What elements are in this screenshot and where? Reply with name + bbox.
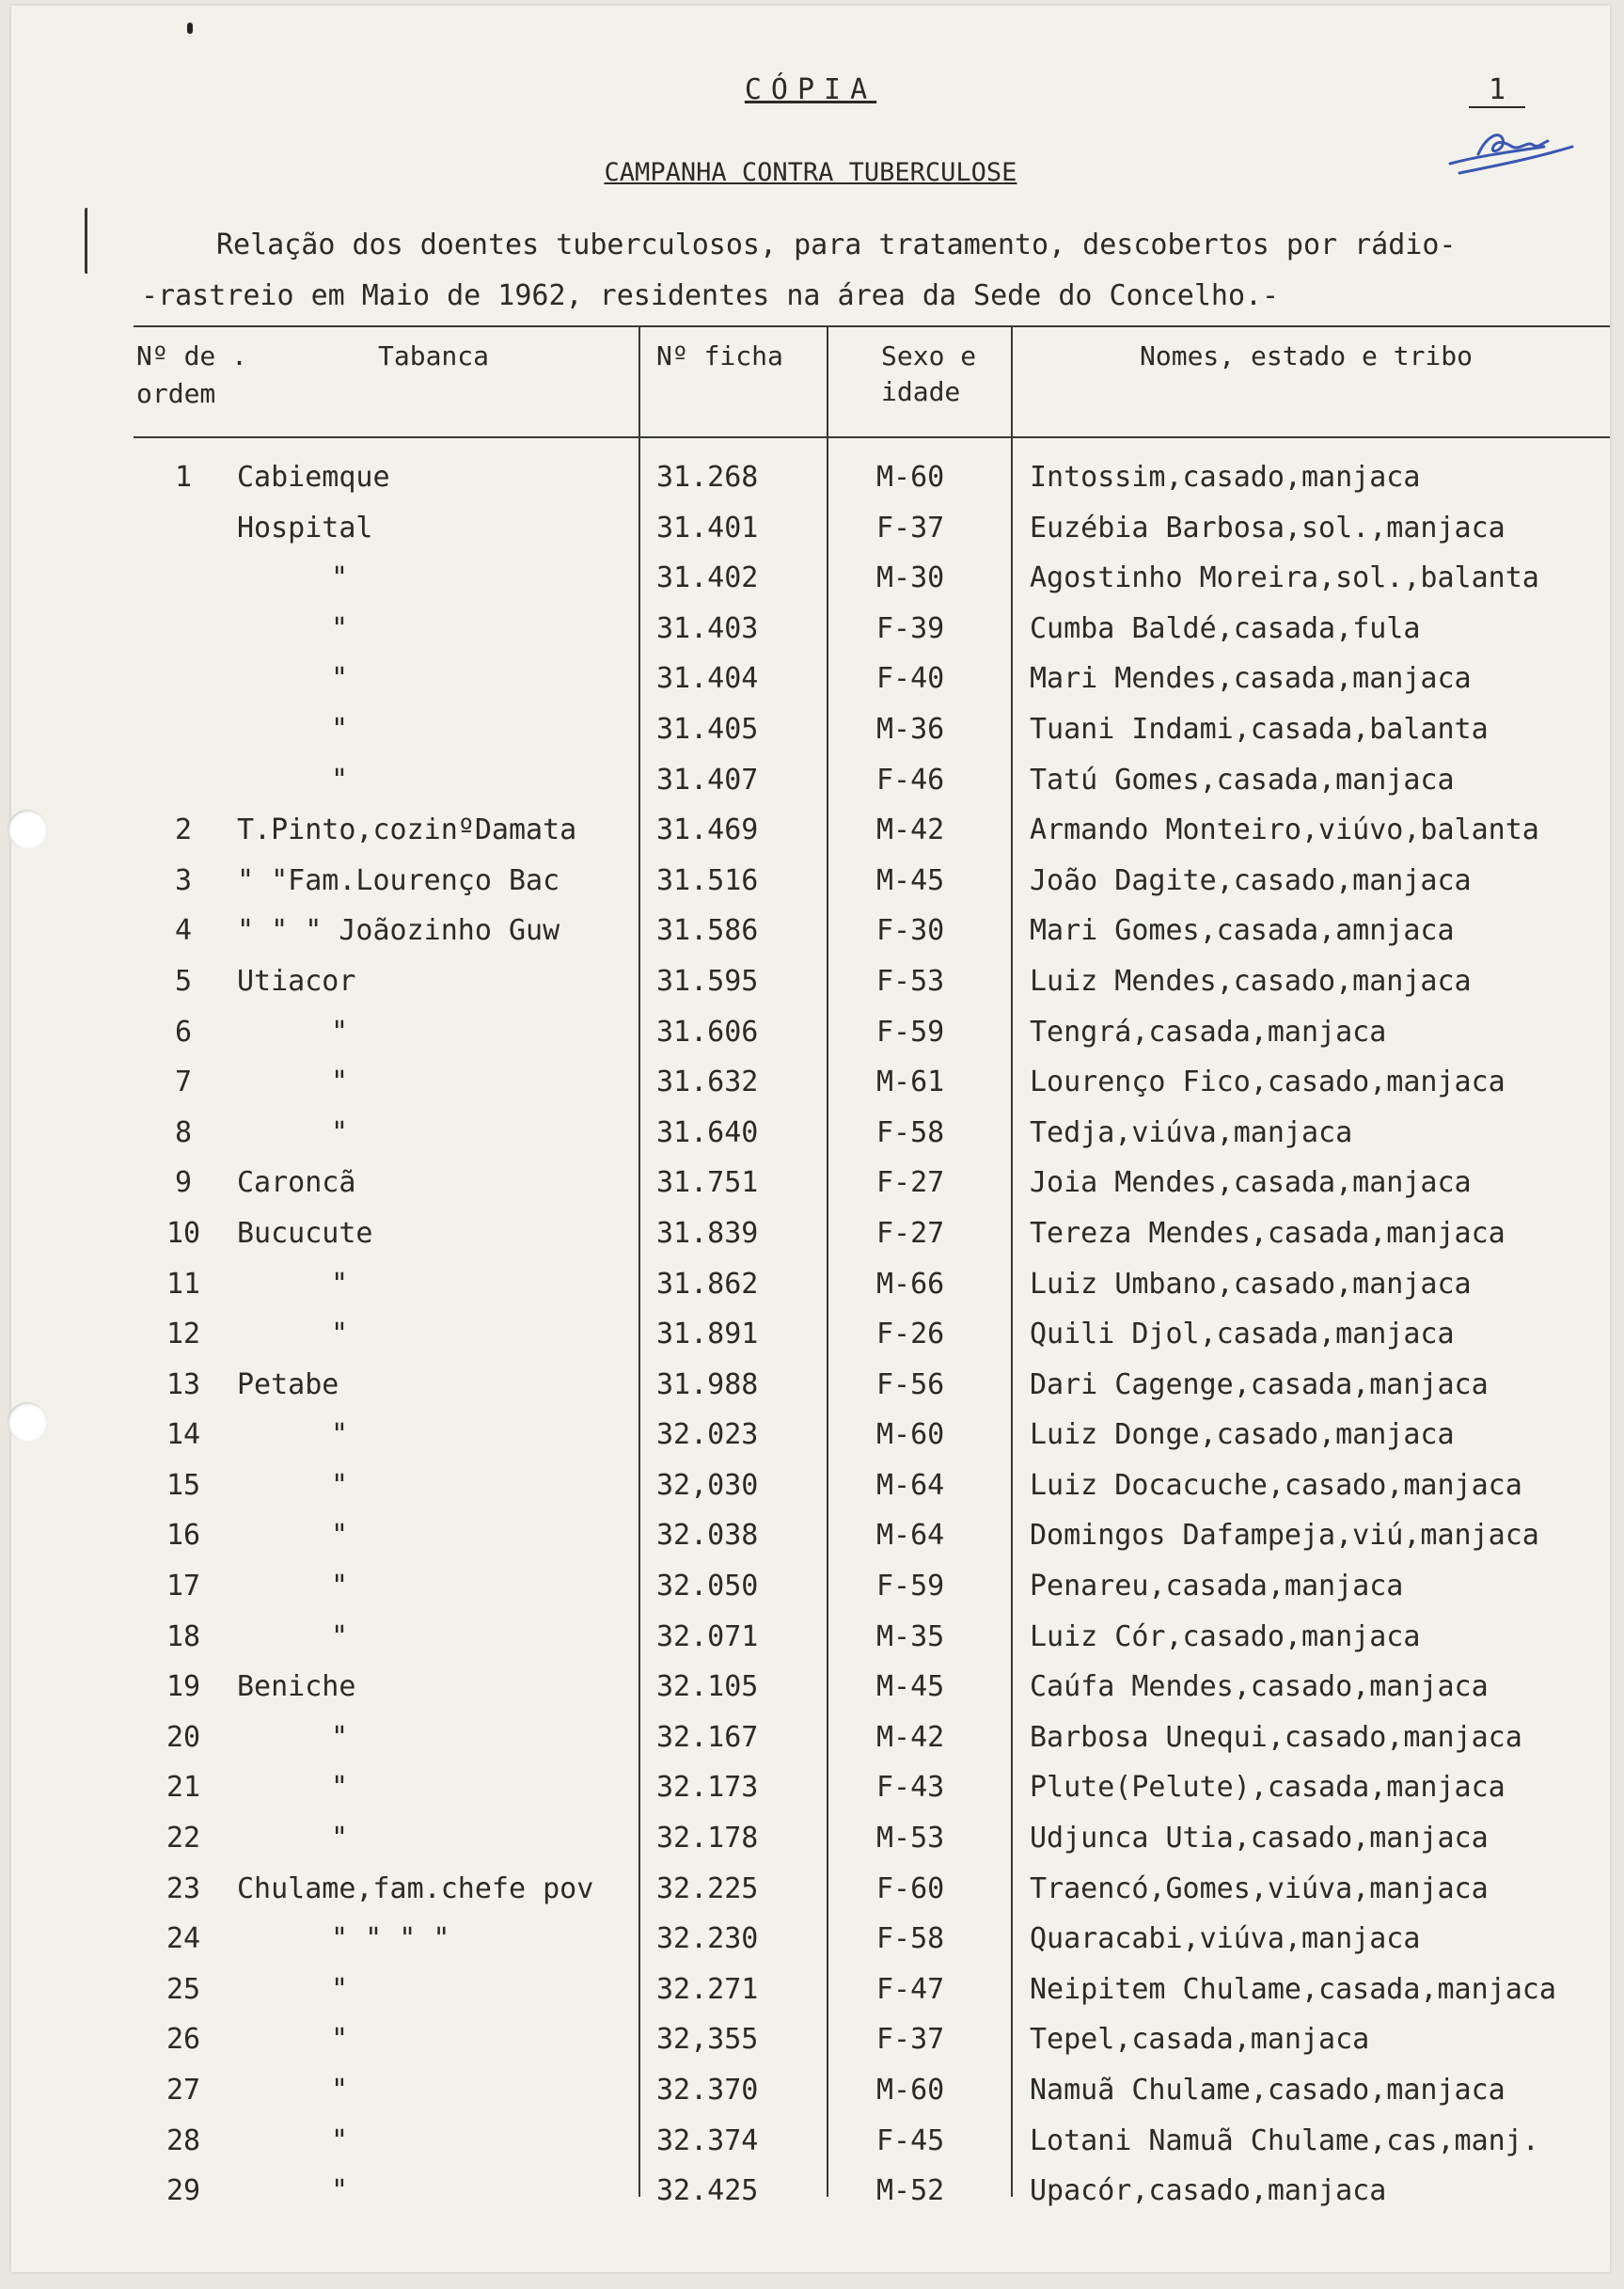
row-tabanca: " [331, 2023, 349, 2057]
row-nome-estado-tribo: Traencó,Gomes,viúva,manjaca [1030, 1871, 1489, 1905]
row-tabanca: " " " " [331, 1922, 450, 1956]
row-nome-estado-tribo: Caúfa Mendes,casado,manjaca [1030, 1670, 1489, 1704]
table-row [11, 1158, 1610, 1208]
row-ficha: 32.271 [656, 1972, 759, 2006]
row-ficha: 31.988 [656, 1367, 759, 1401]
table-row [11, 805, 1610, 856]
row-sexo-idade: M-64 [876, 1519, 945, 1553]
row-tabanca: Bucucute [237, 1216, 373, 1250]
row-sexo-idade: F-37 [876, 511, 945, 545]
row-ficha: 31.751 [656, 1166, 759, 1200]
row-number: 28 [166, 2123, 201, 2157]
table-row [11, 452, 1610, 503]
row-tabanca: " [331, 1720, 349, 1754]
row-number: 11 [166, 1267, 201, 1301]
row-nome-estado-tribo: Luiz Docacuche,casado,manjaca [1030, 1468, 1522, 1502]
row-sexo-idade: F-45 [876, 2123, 945, 2157]
row-tabanca: Cabiemque [237, 461, 390, 494]
row-number: 3 [174, 863, 193, 897]
row-sexo-idade: M-42 [876, 1720, 945, 1754]
row-ficha: 31.516 [656, 863, 759, 897]
intro-paragraph [141, 220, 1570, 322]
row-sexo-idade: F-59 [876, 1570, 945, 1603]
row-sexo-idade: M-64 [876, 1468, 945, 1502]
row-ficha: 31.862 [656, 1267, 759, 1301]
table-row [11, 1208, 1610, 1259]
row-number: 15 [166, 1468, 201, 1502]
row-tabanca: " [331, 712, 349, 746]
row-ficha: 32,355 [656, 2023, 759, 2057]
row-number: 8 [174, 1115, 193, 1149]
row-nome-estado-tribo: Domingos Dafampeja,viú,manjaca [1030, 1519, 1539, 1553]
row-number: 20 [166, 1720, 201, 1754]
table-row [11, 2116, 1610, 2167]
row-number: 5 [174, 964, 193, 998]
row-number: 19 [166, 1670, 201, 1704]
row-ficha: 32.167 [656, 1720, 759, 1754]
row-ficha: 31.632 [656, 1066, 759, 1099]
row-nome-estado-tribo: Tereza Mendes,casada,manjaca [1030, 1216, 1506, 1250]
row-ficha: 32,030 [656, 1468, 759, 1502]
row-number: 10 [166, 1216, 201, 1250]
row-ficha: 32.071 [656, 1619, 759, 1653]
row-nome-estado-tribo: Quili Djol,casada,manjaca [1030, 1318, 1455, 1351]
row-nome-estado-tribo: Neipitem Chulame,casada,manjaca [1030, 1972, 1556, 2006]
row-number: 12 [166, 1318, 201, 1351]
table-row [11, 704, 1610, 755]
row-nome-estado-tribo: Agostinho Moreira,sol.,balanta [1030, 561, 1539, 595]
row-number: 25 [166, 1972, 201, 2006]
header-sexo-line1: Sexo e [881, 340, 977, 371]
row-nome-estado-tribo: Tepel,casada,manjaca [1030, 2023, 1370, 2057]
staple-mark [85, 208, 97, 274]
table-row [11, 1259, 1610, 1310]
row-ficha: 31.402 [656, 561, 759, 595]
row-sexo-idade: F-56 [876, 1367, 945, 1401]
row-number: 27 [166, 2074, 201, 2107]
row-nome-estado-tribo: João Dagite,casado,manjaca [1030, 863, 1472, 897]
row-number: 22 [166, 1822, 201, 1855]
table-row [11, 1813, 1610, 1864]
row-ficha: 31.586 [656, 914, 759, 948]
intro-line-1: Relação dos doentes tuberculosos, para tratamento, descobertos por rádio- [216, 229, 1457, 261]
row-ficha: 31.891 [656, 1318, 759, 1351]
row-tabanca: " [331, 561, 349, 595]
row-sexo-idade: F-59 [876, 1015, 945, 1049]
row-tabanca: " [331, 1822, 349, 1855]
header-sexo-line2: idade [881, 376, 961, 407]
row-ficha: 32.370 [656, 2074, 759, 2107]
row-tabanca: " [331, 1318, 349, 1351]
row-tabanca: Caroncã [237, 1166, 356, 1200]
row-tabanca: " [331, 1015, 349, 1049]
table-top-rule [134, 325, 1610, 327]
table-row [11, 1965, 1610, 2015]
row-sexo-idade: F-40 [876, 662, 945, 696]
row-tabanca: Chulame,fam.chefe pov [237, 1871, 594, 1905]
row-nome-estado-tribo: Barbosa Unequi,casado,manjaca [1030, 1720, 1522, 1754]
table-row [11, 654, 1610, 704]
row-nome-estado-tribo: Plute(Pelute),casada,manjaca [1030, 1771, 1506, 1805]
header-ordem-line1: Nº de . [136, 340, 248, 371]
row-number: 17 [166, 1570, 201, 1603]
row-number: 29 [166, 2174, 201, 2208]
row-sexo-idade: M-45 [876, 1670, 945, 1704]
row-nome-estado-tribo: Dari Cagenge,casada,manjaca [1030, 1367, 1489, 1401]
table-row [11, 604, 1610, 655]
row-tabanca: Petabe [237, 1367, 339, 1401]
document-page [11, 6, 1610, 2272]
table-row [11, 856, 1610, 907]
row-tabanca: Beniche [237, 1670, 356, 1704]
row-ficha: 31.839 [656, 1216, 759, 1250]
document-subtitle: CAMPANHA CONTRA TUBERCULOSE [604, 158, 1017, 187]
row-ficha: 32.178 [656, 1822, 759, 1855]
header-ordem-line2: ordem [136, 378, 216, 409]
row-sexo-idade: F-47 [876, 1972, 945, 2006]
row-number: 2 [174, 813, 193, 847]
table-row [11, 1662, 1610, 1713]
row-number: 26 [166, 2023, 201, 2057]
row-number: 6 [174, 1015, 193, 1049]
row-ficha: 32.038 [656, 1519, 759, 1553]
row-nome-estado-tribo: Mari Mendes,casada,manjaca [1030, 662, 1472, 696]
row-sexo-idade: M-42 [876, 813, 945, 847]
row-tabanca: " [331, 1418, 349, 1452]
row-number: 18 [166, 1619, 201, 1653]
row-sexo-idade: F-58 [876, 1922, 945, 1956]
table-header-rule [134, 436, 1610, 438]
row-sexo-idade: M-61 [876, 1066, 945, 1099]
row-tabanca: " [331, 1519, 349, 1553]
table-row [11, 1561, 1610, 1612]
row-number: 24 [166, 1922, 201, 1956]
table-row [11, 1864, 1610, 1915]
row-ficha: 32.425 [656, 2174, 759, 2208]
intro-line-2: -rastreio em Maio de 1962, residentes na área da Sede do Concelho.- [141, 279, 1280, 312]
row-ficha: 31.469 [656, 813, 759, 847]
table-row [11, 1612, 1610, 1663]
row-sexo-idade: M-60 [876, 2074, 945, 2107]
row-ficha: 31.595 [656, 964, 759, 998]
row-nome-estado-tribo: Luiz Umbano,casado,manjaca [1030, 1267, 1472, 1301]
table-row [11, 1713, 1610, 1763]
row-number: 4 [174, 914, 193, 948]
row-tabanca: " [331, 1115, 349, 1149]
row-nome-estado-tribo: Luiz Mendes,casado,manjaca [1030, 964, 1472, 998]
row-tabanca: " [331, 1972, 349, 2006]
row-sexo-idade: M-52 [876, 2174, 945, 2208]
row-nome-estado-tribo: Tengrá,casada,manjaca [1030, 1015, 1387, 1049]
row-nome-estado-tribo: Intossim,casado,manjaca [1030, 461, 1421, 494]
header-sexo [881, 339, 976, 410]
row-tabanca: " [331, 611, 349, 645]
row-ficha: 31.401 [656, 511, 759, 545]
row-nome-estado-tribo: Namuã Chulame,casado,manjaca [1030, 2074, 1506, 2107]
row-number: 14 [166, 1418, 201, 1452]
row-nome-estado-tribo: Upacór,casado,manjaca [1030, 2174, 1387, 2208]
row-nome-estado-tribo: Penareu,casada,manjaca [1030, 1570, 1404, 1603]
row-number: 1 [174, 461, 193, 494]
row-tabanca: Utiacor [237, 964, 356, 998]
row-ficha: 32.023 [656, 1418, 759, 1452]
table-row [11, 1762, 1610, 1813]
table-row [11, 1460, 1610, 1511]
row-ficha: 32.230 [656, 1922, 759, 1956]
row-sexo-idade: M-35 [876, 1619, 945, 1653]
row-sexo-idade: F-46 [876, 763, 945, 797]
row-nome-estado-tribo: Euzébia Barbosa,sol.,manjaca [1030, 511, 1506, 545]
row-nome-estado-tribo: Lourenço Fico,casado,manjaca [1030, 1066, 1506, 1099]
row-tabanca: " [331, 2074, 349, 2107]
row-nome-estado-tribo: Cumba Baldé,casada,fula [1030, 611, 1421, 645]
row-number: 9 [174, 1166, 193, 1200]
row-ficha: 31.606 [656, 1015, 759, 1049]
row-sexo-idade: M-53 [876, 1822, 945, 1855]
row-tabanca: Hospital [237, 511, 373, 545]
row-sexo-idade: M-45 [876, 863, 945, 897]
row-nome-estado-tribo: Joia Mendes,casada,manjaca [1030, 1166, 1472, 1200]
document-title: CÓPIA [744, 73, 877, 106]
table-row [11, 2014, 1610, 2065]
table-row [11, 1057, 1610, 1108]
row-tabanca: " [331, 1066, 349, 1099]
row-ficha: 32.105 [656, 1670, 759, 1704]
row-nome-estado-tribo: Luiz Cór,casado,manjaca [1030, 1619, 1421, 1653]
row-ficha: 32.374 [656, 2123, 759, 2157]
row-tabanca: " [331, 2123, 349, 2157]
row-nome-estado-tribo: Quaracabi,viúva,manjaca [1030, 1922, 1421, 1956]
row-sexo-idade: M-60 [876, 461, 945, 494]
row-sexo-idade: F-58 [876, 1115, 945, 1149]
patient-table-body [11, 452, 1610, 2217]
row-tabanca: " [331, 1771, 349, 1805]
row-number: 23 [166, 1871, 201, 1905]
row-sexo-idade: F-60 [876, 1871, 945, 1905]
table-row [11, 1410, 1610, 1460]
ink-dot [187, 23, 193, 34]
table-row [11, 1309, 1610, 1360]
table-row [11, 2065, 1610, 2116]
row-sexo-idade: M-36 [876, 712, 945, 746]
row-tabanca: " [331, 1570, 349, 1603]
row-tabanca: " [331, 763, 349, 797]
row-tabanca: " [331, 2174, 349, 2208]
row-sexo-idade: F-27 [876, 1216, 945, 1250]
row-number: 13 [166, 1367, 201, 1401]
row-tabanca: " "Fam.Lourenço Bac [237, 863, 560, 897]
row-ficha: 32.225 [656, 1871, 759, 1905]
header-nomes: Nomes, estado e tribo [1140, 340, 1474, 371]
row-sexo-idade: F-43 [876, 1771, 945, 1805]
row-sexo-idade: F-27 [876, 1166, 945, 1200]
row-nome-estado-tribo: Tedja,viúva,manjaca [1030, 1115, 1353, 1149]
row-tabanca: " [331, 1468, 349, 1502]
table-row [11, 1007, 1610, 1058]
table-row [11, 1510, 1610, 1561]
header-ordem [136, 339, 247, 412]
row-nome-estado-tribo: Udjunca Utia,casado,manjaca [1030, 1822, 1489, 1855]
row-ficha: 32.050 [656, 1570, 759, 1603]
table-row [11, 2166, 1610, 2217]
header-tabanca: Tabanca [378, 340, 490, 371]
row-nome-estado-tribo: Armando Monteiro,viúvo,balanta [1030, 813, 1539, 847]
row-number: 16 [166, 1519, 201, 1553]
row-tabanca: " [331, 1267, 349, 1301]
table-row [11, 1914, 1610, 1965]
row-nome-estado-tribo: Tatú Gomes,casada,manjaca [1030, 763, 1455, 797]
row-tabanca: T.Pinto,cozinºDamata [237, 813, 577, 847]
table-row [11, 503, 1610, 554]
row-sexo-idade: M-66 [876, 1267, 945, 1301]
row-number: 7 [174, 1066, 193, 1099]
row-tabanca: " [331, 662, 349, 696]
table-row [11, 956, 1610, 1007]
handwritten-signature [1441, 118, 1582, 184]
row-tabanca: " " " Joãozinho Guw [237, 914, 560, 948]
row-nome-estado-tribo: Lotani Namuã Chulame,cas,manj. [1030, 2123, 1539, 2157]
table-row [11, 553, 1610, 604]
row-nome-estado-tribo: Mari Gomes,casada,amnjaca [1030, 914, 1455, 948]
row-sexo-idade: M-30 [876, 561, 945, 595]
row-sexo-idade: F-39 [876, 611, 945, 645]
row-sexo-idade: F-37 [876, 2023, 945, 2057]
row-sexo-idade: F-26 [876, 1318, 945, 1351]
row-ficha: 31.268 [656, 461, 759, 494]
row-nome-estado-tribo: Tuani Indami,casada,balanta [1030, 712, 1489, 746]
row-sexo-idade: F-53 [876, 964, 945, 998]
table-row [11, 1360, 1610, 1411]
row-ficha: 31.404 [656, 662, 759, 696]
table-row [11, 906, 1610, 956]
table-row [11, 755, 1610, 806]
row-ficha: 31.403 [656, 611, 759, 645]
table-row [11, 1108, 1610, 1159]
row-ficha: 31.407 [656, 763, 759, 797]
row-ficha: 31.405 [656, 712, 759, 746]
page-number: 1 [1469, 73, 1525, 108]
row-sexo-idade: F-30 [876, 914, 945, 948]
row-number: 21 [166, 1771, 201, 1805]
row-ficha: 32.173 [656, 1771, 759, 1805]
row-ficha: 31.640 [656, 1115, 759, 1149]
header-ficha: Nº ficha [656, 340, 783, 371]
row-nome-estado-tribo: Luiz Donge,casado,manjaca [1030, 1418, 1455, 1452]
row-sexo-idade: M-60 [876, 1418, 945, 1452]
row-tabanca: " [331, 1619, 349, 1653]
